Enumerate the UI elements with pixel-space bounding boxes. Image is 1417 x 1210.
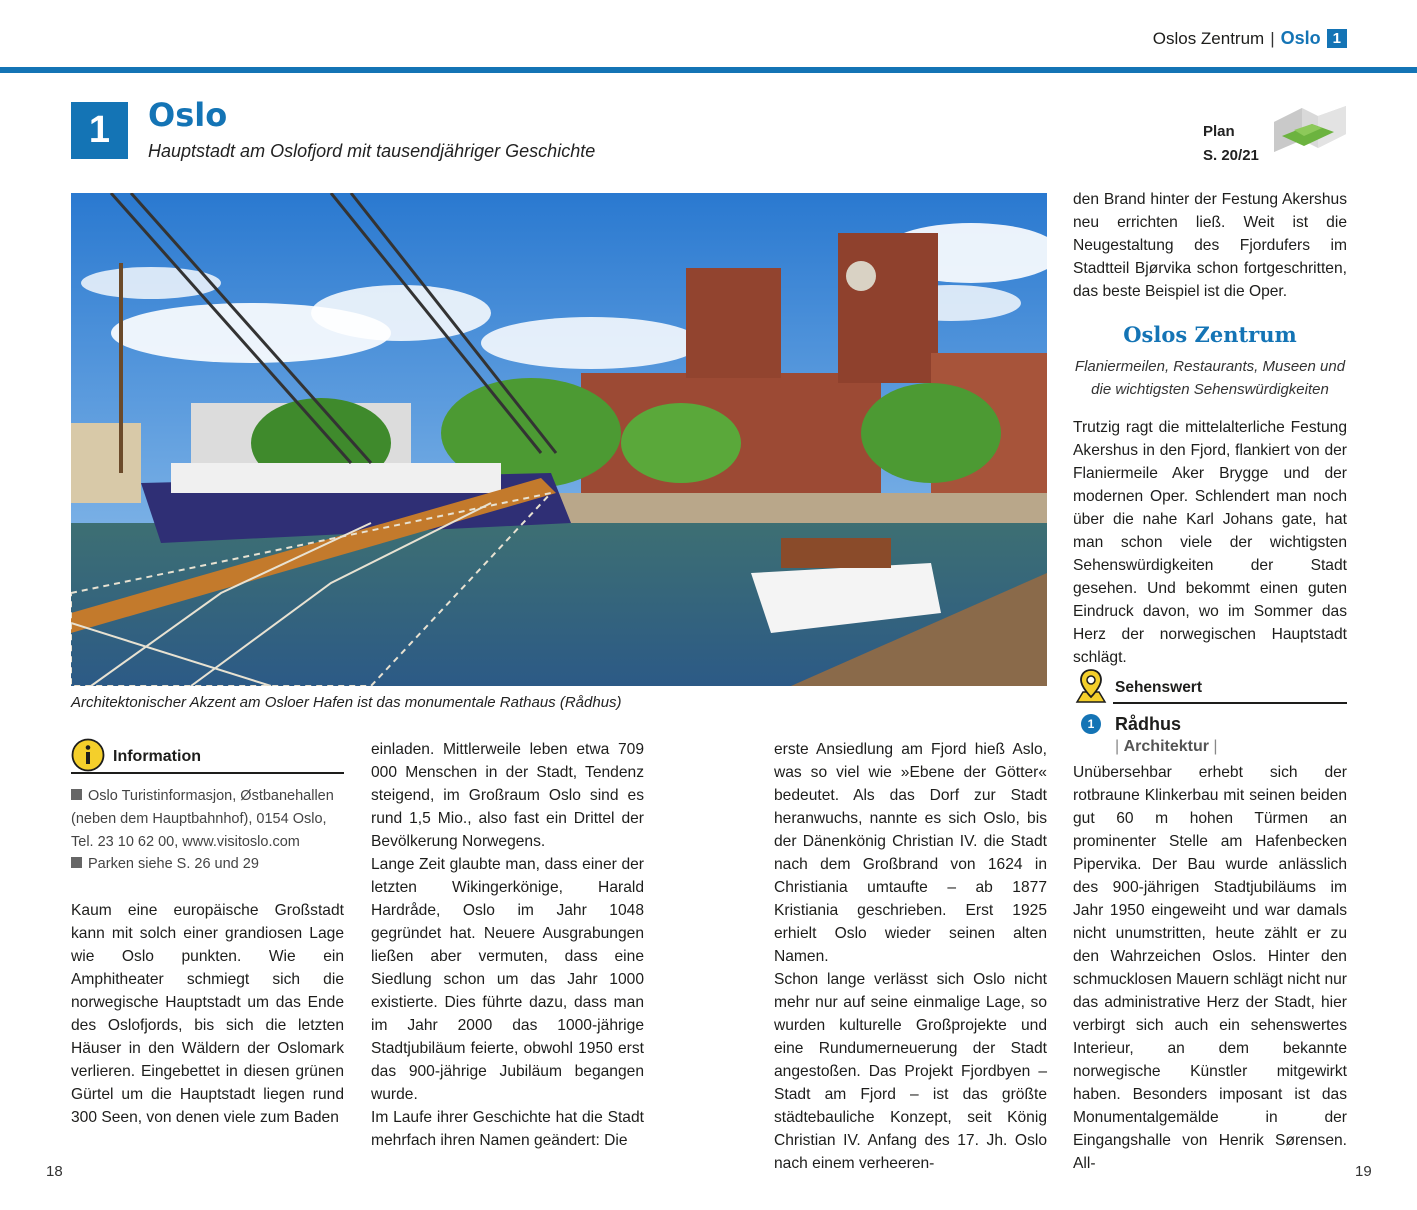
photo-caption: Architektonischer Akzent am Osloer Hafen ist das monumentale Rathaus (Rådhus) xyxy=(71,694,622,711)
header-chapter-number: 1 xyxy=(1327,29,1347,48)
paragraph: Lange Zeit glaubte man, dass einer der letzten Wikingerkönige, Harald Hardråde, Oslo im Jahr 1048 gegründet hat. Neuere Ausgrabungen ließen aber vermuten, dass eine Siedlung schon um das Jahr 1000 existierte. Dies führte dazu, dass man im Jahr 2000 das 1000-jährige Stadtjubiläum feierte, obwohl 1950 erst das 900-jährige Jubiläum begangen wurde. xyxy=(371,856,644,1103)
sehenswert-header xyxy=(1073,668,1347,704)
bullet-square-icon xyxy=(71,789,82,800)
paragraph: erste Ansiedlung am Fjord hieß Aslo, was so viel wie »Ebene der Götter« bedeutet. Als das Dorf zur Stadt heranwuchs, nannte es sich Oslo, bis der Dänenkönig Christian IV. die Stadt nach dem Großbrand von 1624 in Christiania umtaufte – ab 1877 Kristiania geschrieben. Erst 1925 erhielt Oslo wieder seinen alten Namen. xyxy=(774,741,1047,965)
paragraph: den Brand hinter der Festung Akershus neu errichten ließ. Weit ist die Neugestaltung des Fjordufers im Stadtteil Bjørvika schon fortgeschritten, das beste Beispiel ist die Oper. xyxy=(1073,191,1347,300)
paragraph: Unübersehbar erhebt sich der rotbraune Klinkerbau mit seinen beiden gut 60 m hohen Türmen an prominenter Stelle am Hafenbecken Pipervika. Der Bau wurde anlässlich des 900-jährigen Stadtjubiläums im Jahr 1950 eingeweiht und war damals nicht unumstritten, heute zählt er zu den Wahrzeichen Oslos. Hinter den schmucklosen Mauern schlägt nicht nur das administrative Herz der Stadt, hier verbirgt sich auch ein sehenswertes Interieur, an dem bekannte norwegische Künstler mitgewirkt haben. Besonders imposant ist das Monumentalgemälde in der Eingangshalle von Henrik Sørensen. All- xyxy=(1073,764,1347,1172)
paragraph: Kaum eine europäische Großstadt kann mit solch einer grandiosen Lage wie Oslo punkten. Wie ein Amphitheater schmiegt sich die norwegische Hauptstadt um das Ende des Oslofjords, bis sich die letzten Häuser in den Wäldern der Oslomark verlieren. Eingebettet in diesen grünen Gürtel um die Hauptstadt liegen rund 300 Seen, von denen viele zum Baden xyxy=(71,902,344,1126)
page-number-left: 18 xyxy=(46,1163,63,1180)
map-icon xyxy=(1272,100,1348,158)
bullet-square-icon xyxy=(71,857,82,868)
information-heading: Information xyxy=(113,748,201,765)
chapter-subtitle: Hauptstadt am Oslofjord mit tausendjähriger Geschichte xyxy=(148,141,596,161)
zentrum-text xyxy=(1073,416,1347,669)
zentrum-title: Oslos Zentrum xyxy=(1123,322,1297,347)
plan-pages: S. 20/21 xyxy=(1203,147,1259,164)
information-list xyxy=(71,785,344,876)
body-column-2 xyxy=(371,738,644,1152)
sehenswert-rule xyxy=(1113,702,1347,704)
body-column-3 xyxy=(774,738,1047,1175)
harbor-town-hall-photo xyxy=(71,193,1047,686)
poi-description xyxy=(1073,761,1347,1175)
header-city: Oslo xyxy=(1280,28,1321,48)
chapter-title: Oslo xyxy=(148,96,228,134)
paragraph: einladen. Mittlerweile leben etwa 709 000 Menschen in der Stadt, Tendenz steigend, im Großraum Oslo sind es rund 1,5 Mio., also fast ein Drittel der Bevölkerung Norwegens. xyxy=(371,741,644,850)
information-item: Parken siehe S. 26 und 29 xyxy=(71,853,344,876)
paragraph: Trutzig ragt die mittelalterliche Festung Akershus in den Fjord, flankiert von der Flaniermeile Aker Brygge und der modernen Oper. Schlendert man noch über die nahe Karl Johans gate, hat man schon viele der wichtigsten Sehenswürdigkeiten der Stadt gesehen. Und bekommt einen guten Eindruck davon, wo im Sommer das Herz der norwegischen Hauptstadt schlägt. xyxy=(1073,419,1347,666)
information-header xyxy=(71,738,344,774)
location-pin-icon xyxy=(1073,668,1109,704)
header-section: Oslos Zentrum xyxy=(1152,28,1265,48)
chapter-number-badge: 1 xyxy=(71,102,128,159)
poi-number-badge: 1 xyxy=(1081,714,1101,734)
paragraph: Im Laufe ihrer Geschichte hat die Stadt mehrfach ihren Namen geändert: Die xyxy=(371,1109,644,1149)
paragraph: Schon lange verlässt sich Oslo nicht mehr nur auf seine einmalige Lage, so wurden kulturelle Großprojekte und eine Rundumerneuerung der Stadt angestoßen. Das Projekt Fjordbyen – Stadt am Fjord – ist das größte städtebauliche Konzept, seit König Christian IV. Anfang des 17. Jh. Oslo nach einem verheeren- xyxy=(774,971,1047,1172)
page-number-right: 19 xyxy=(1355,1163,1372,1180)
info-icon xyxy=(71,738,105,772)
plan-label: Plan xyxy=(1203,123,1235,140)
plan-reference[interactable] xyxy=(1203,120,1259,168)
running-header xyxy=(1153,28,1347,49)
body-column-4-top xyxy=(1073,188,1347,303)
information-item: Oslo Turistinformasjon, Østbanehallen (neben dem Hauptbahnhof), 0154 Oslo, Tel. 23 10 62 00, www.visitoslo.com xyxy=(71,788,334,850)
header-rule xyxy=(0,67,1417,73)
body-column-1 xyxy=(71,899,344,1129)
poi-name: Rådhus xyxy=(1115,714,1182,734)
header-separator: | xyxy=(1270,28,1275,48)
zentrum-subtitle: Flaniermeilen, Restaurants, Museen und die wichtigsten Sehenswürdigkeiten xyxy=(1074,358,1346,398)
poi-category: | Architektur | xyxy=(1115,738,1218,755)
sehenswert-heading: Sehenswert xyxy=(1115,679,1203,696)
